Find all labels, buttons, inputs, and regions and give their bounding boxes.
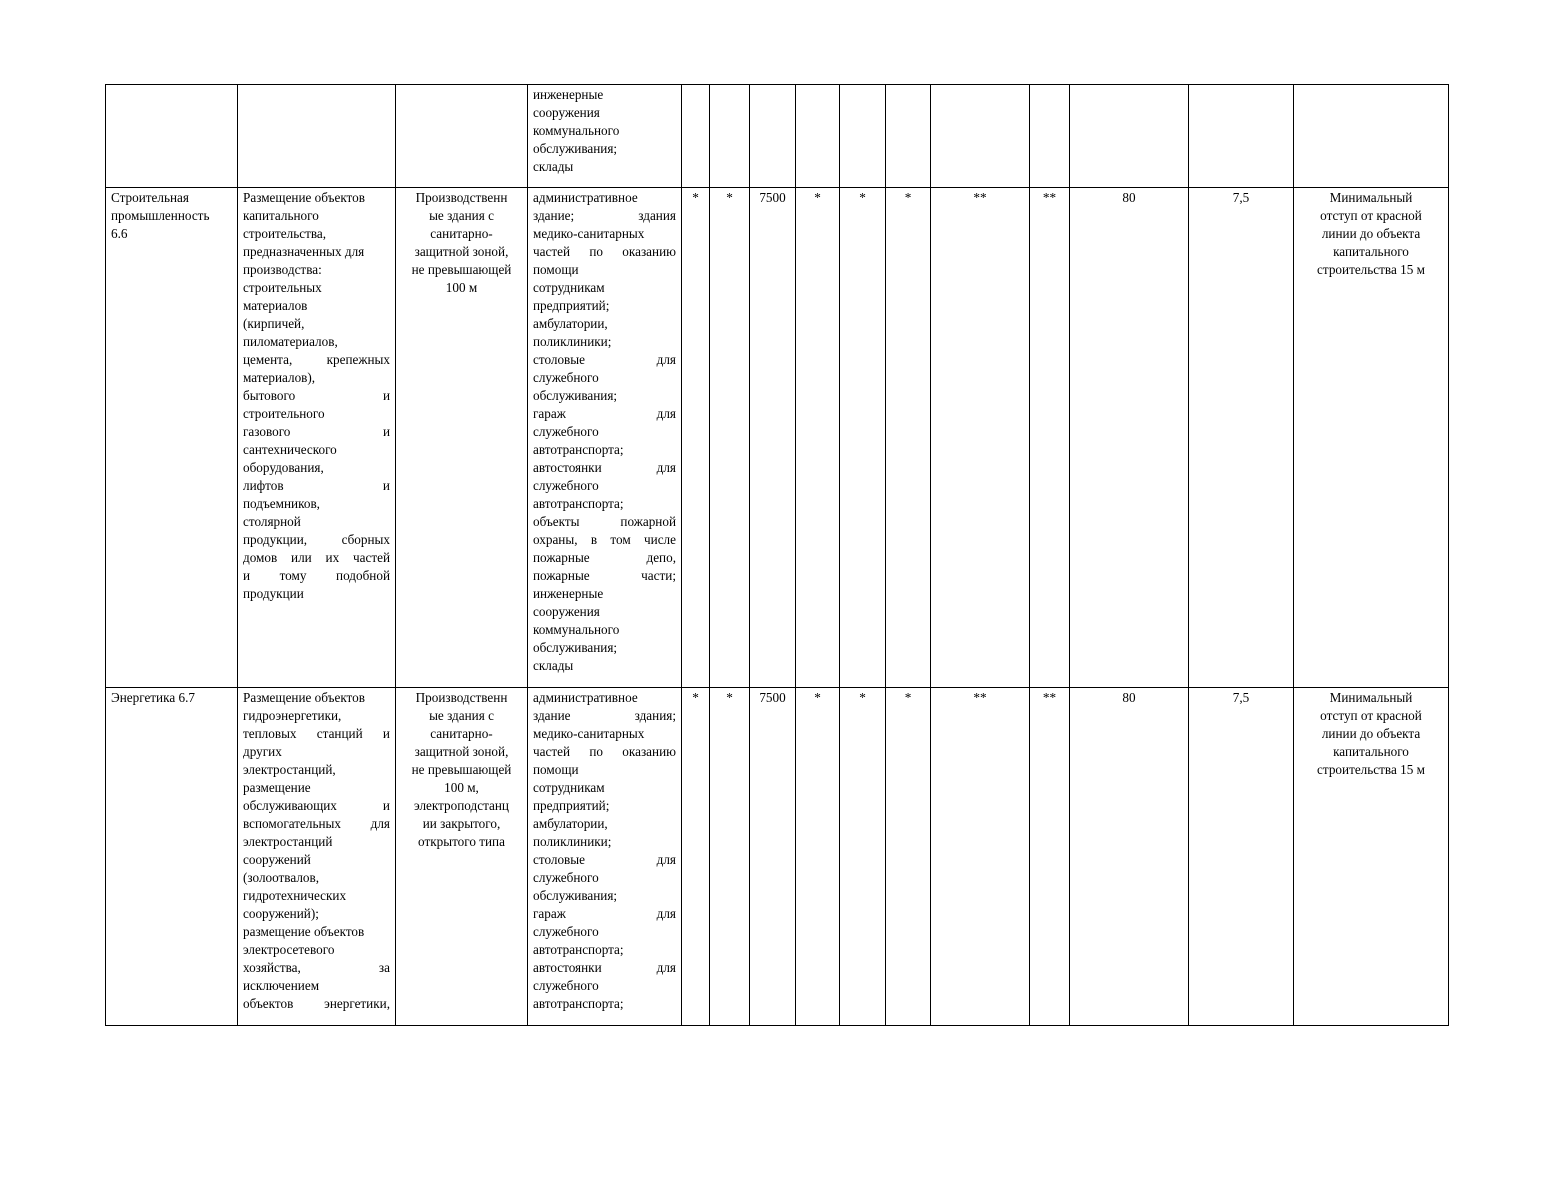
cell-text-line: электроподстанц [414, 798, 509, 813]
cell-text-line: служебного [533, 978, 599, 993]
cell-text-line: служебного [533, 478, 599, 493]
cell-text-line: Строительная [111, 190, 189, 205]
parameter-cell: * [886, 188, 931, 688]
cell-text-line: столярной [243, 514, 301, 529]
parameter-cell: 7,5 [1189, 688, 1294, 1026]
cell-text-line: объекты пожарной [533, 514, 676, 529]
cell-text-line: сооружения [533, 604, 600, 619]
cell-text-line: медико-санитарных [533, 726, 645, 741]
cell-text-line: здание здания; [533, 708, 676, 723]
cell-text-line: строительных [243, 280, 322, 295]
cell-text-line: домов или их частей [243, 550, 390, 565]
cell-text-line: строительства 15 м [1317, 762, 1425, 777]
cell-text-line: хозяйства, за [243, 960, 390, 975]
cell-text-line: служебного [533, 370, 599, 385]
cell-text-line: гараж для [533, 906, 676, 921]
cell-text-line: бытового и [243, 388, 390, 403]
cell-text-line: автотранспорта; [533, 996, 624, 1011]
parameter-cell: * [840, 188, 886, 688]
cell-text-line: Размещение объектов [243, 690, 365, 705]
cell-text-line: автотранспорта; [533, 942, 624, 957]
parameter-cell: 80 [1070, 188, 1189, 688]
cell-text-line: продукции, сборных [243, 532, 390, 547]
cell-text-line: обслуживания; [533, 888, 618, 903]
cell-text-line: ые здания с [429, 708, 494, 723]
table-row [106, 85, 1449, 188]
parameter-cell: * [682, 688, 710, 1026]
cell-text-line: не превышающей [411, 262, 512, 277]
note-cell [1294, 688, 1449, 1026]
cell-text-line: предназначенных для [243, 244, 365, 259]
cell-text-line: склады [533, 658, 574, 673]
cell-text-line: размещение [243, 780, 311, 795]
parameter-cell [682, 85, 710, 188]
parameter-cell [886, 85, 931, 188]
cell-text-line: предприятий; [533, 298, 610, 313]
cell-text-line: электростанций [243, 834, 333, 849]
permitted-use-cell [528, 688, 682, 1026]
cell-text-line: пиломатериалов, [243, 334, 338, 349]
cell-text-line: поликлиники; [533, 834, 612, 849]
cell-text-line: автостоянки для [533, 460, 676, 475]
cell-text-line: сооружений); [243, 906, 319, 921]
cell-text-line: частей по оказанию [533, 244, 676, 259]
cell-text-line: подъемников, [243, 496, 320, 511]
cell-text-line: автотранспорта; [533, 496, 624, 511]
parameter-cell [1030, 85, 1070, 188]
cell-text-line: амбулатории, [533, 316, 608, 331]
cell-text-line: Энергетика 6.7 [111, 690, 195, 705]
cell-text-line: 6.6 [111, 226, 128, 241]
parameter-cell: * [840, 688, 886, 1026]
cell-text-line: административное [533, 190, 638, 205]
zoning-table [105, 84, 1449, 1026]
parameter-cell [1189, 85, 1294, 188]
cell-text-line: коммунального [533, 622, 620, 637]
parameter-cell [1070, 85, 1189, 188]
cell-text-line: Размещение объектов [243, 190, 365, 205]
activity-name-cell [106, 688, 238, 1026]
cell-text-line: частей по оказанию [533, 744, 676, 759]
cell-text-line: 100 м, [444, 780, 479, 795]
cell-text-line: сооружения [533, 105, 600, 120]
cell-text-line: цемента, крепежных [243, 352, 390, 367]
cell-text-line: сотрудникам [533, 780, 605, 795]
cell-text-line: электросетевого [243, 942, 335, 957]
description-cell [238, 688, 396, 1026]
cell-text-line: не превышающей [411, 762, 512, 777]
cell-text-line: капитального [1333, 744, 1409, 759]
cell-text-line: линии до объекта [1321, 226, 1421, 241]
parameter-cell: ** [931, 688, 1030, 1026]
cell-text-line: служебного [533, 870, 599, 885]
cell-text-line: промышленность [111, 208, 210, 223]
parameter-cell [710, 85, 750, 188]
cell-text-line: пожарные части; [533, 568, 676, 583]
cell-text-line: линии до объекта [1321, 726, 1421, 741]
parameter-cell: * [796, 188, 840, 688]
cell-text-line: ые здания с [429, 208, 494, 223]
table-body [106, 85, 1449, 1026]
parameter-cell: * [796, 688, 840, 1026]
cell-text-line: ии закрытого, [422, 816, 501, 831]
cell-text-line: пожарные депо, [533, 550, 676, 565]
cell-text-line: открытого типа [418, 834, 505, 849]
parameter-cell: * [710, 188, 750, 688]
parameter-cell: 7,5 [1189, 188, 1294, 688]
description-cell [238, 85, 396, 188]
cell-text-line: размещение объектов [243, 924, 365, 939]
table-row [106, 688, 1449, 1026]
parameter-cell: 7500 [750, 188, 796, 688]
cell-text-line: автотранспорта; [533, 442, 624, 457]
cell-text-line: инженерные [533, 87, 604, 102]
cell-text-line: служебного [533, 924, 599, 939]
parameter-cell: ** [1030, 688, 1070, 1026]
cell-text-line: оборудования, [243, 460, 324, 475]
parameter-cell: * [710, 688, 750, 1026]
building-type-cell [396, 85, 528, 188]
cell-text-line: Производственн [415, 190, 508, 205]
note-cell [1294, 85, 1449, 188]
cell-text-line: санитарно- [430, 226, 493, 241]
cell-text-line: обслуживания; [533, 640, 618, 655]
cell-text-line: Производственн [415, 690, 508, 705]
cell-text-line: и тому подобной [243, 568, 390, 583]
parameter-cell: * [886, 688, 931, 1026]
cell-text-line: (золоотвалов, [243, 870, 320, 885]
cell-text-line: поликлиники; [533, 334, 612, 349]
cell-text-line: предприятий; [533, 798, 610, 813]
cell-text-line: электростанций, [243, 762, 336, 777]
cell-text-line: других [243, 744, 282, 759]
cell-text-line: столовые для [533, 852, 676, 867]
cell-text-line: гидроэнергетики, [243, 708, 342, 723]
cell-text-line: административное [533, 690, 638, 705]
cell-text-line: склады [533, 159, 574, 174]
cell-text-line: материалов), [243, 370, 316, 385]
cell-text-line: газового и [243, 424, 390, 439]
cell-text-line: охраны, в том числе [533, 532, 676, 547]
cell-text-line: тепловых станций и [243, 726, 390, 741]
cell-text-line: столовые для [533, 352, 676, 367]
cell-text-line: строительства 15 м [1317, 262, 1425, 277]
note-cell [1294, 188, 1449, 688]
parameter-cell: 7500 [750, 688, 796, 1026]
cell-text-line: Минимальный [1329, 690, 1413, 705]
cell-text-line: вспомогательных для [243, 816, 390, 831]
cell-text-line: капитального [243, 208, 319, 223]
table-row [106, 188, 1449, 688]
building-type-cell [396, 188, 528, 688]
description-cell [238, 188, 396, 688]
parameter-cell: 80 [1070, 688, 1189, 1026]
parameter-cell [750, 85, 796, 188]
cell-text-line: гараж для [533, 406, 676, 421]
cell-text-line: служебного [533, 424, 599, 439]
cell-text-line: продукции [243, 586, 304, 601]
cell-text-line: коммунального [533, 123, 620, 138]
cell-text-line: амбулатории, [533, 816, 608, 831]
cell-text-line: (кирпичей, [243, 316, 305, 331]
cell-text-line: сооружений [243, 852, 311, 867]
cell-text-line: лифтов и [243, 478, 390, 493]
parameter-cell [840, 85, 886, 188]
cell-text-line: защитной зоной, [414, 244, 509, 259]
parameter-cell: ** [931, 188, 1030, 688]
permitted-use-cell [528, 188, 682, 688]
cell-text-line: 100 м [445, 280, 478, 295]
permitted-use-cell [528, 85, 682, 188]
activity-name-cell [106, 188, 238, 688]
parameter-cell [931, 85, 1030, 188]
cell-text-line: отступ от красной [1320, 708, 1422, 723]
cell-text-line: гидротехнических [243, 888, 347, 903]
cell-text-line: производства: [243, 262, 322, 277]
cell-text-line: помощи [533, 762, 579, 777]
cell-text-line: строительства, [243, 226, 327, 241]
parameter-cell: * [682, 188, 710, 688]
cell-text-line: санитарно- [430, 726, 493, 741]
cell-text-line: объектов энергетики, [243, 996, 390, 1011]
cell-text-line: материалов [243, 298, 308, 313]
cell-text-line: обслуживания; [533, 141, 618, 156]
cell-text-line: помощи [533, 262, 579, 277]
cell-text-line: сотрудникам [533, 280, 605, 295]
cell-text-line: обслуживания; [533, 388, 618, 403]
cell-text-line: исключением [243, 978, 320, 993]
cell-text-line: строительного [243, 406, 325, 421]
cell-text-line: обслуживающих и [243, 798, 390, 813]
cell-text-line: медико-санитарных [533, 226, 645, 241]
cell-text-line: здание; здания [533, 208, 676, 223]
cell-text-line: защитной зоной, [414, 744, 509, 759]
cell-text-line: отступ от красной [1320, 208, 1422, 223]
cell-text-line: Минимальный [1329, 190, 1413, 205]
parameter-cell [796, 85, 840, 188]
cell-text-line: автостоянки для [533, 960, 676, 975]
activity-name-cell [106, 85, 238, 188]
parameter-cell: ** [1030, 188, 1070, 688]
building-type-cell [396, 688, 528, 1026]
cell-text-line: капитального [1333, 244, 1409, 259]
cell-text-line: сантехнического [243, 442, 337, 457]
cell-text-line: инженерные [533, 586, 604, 601]
